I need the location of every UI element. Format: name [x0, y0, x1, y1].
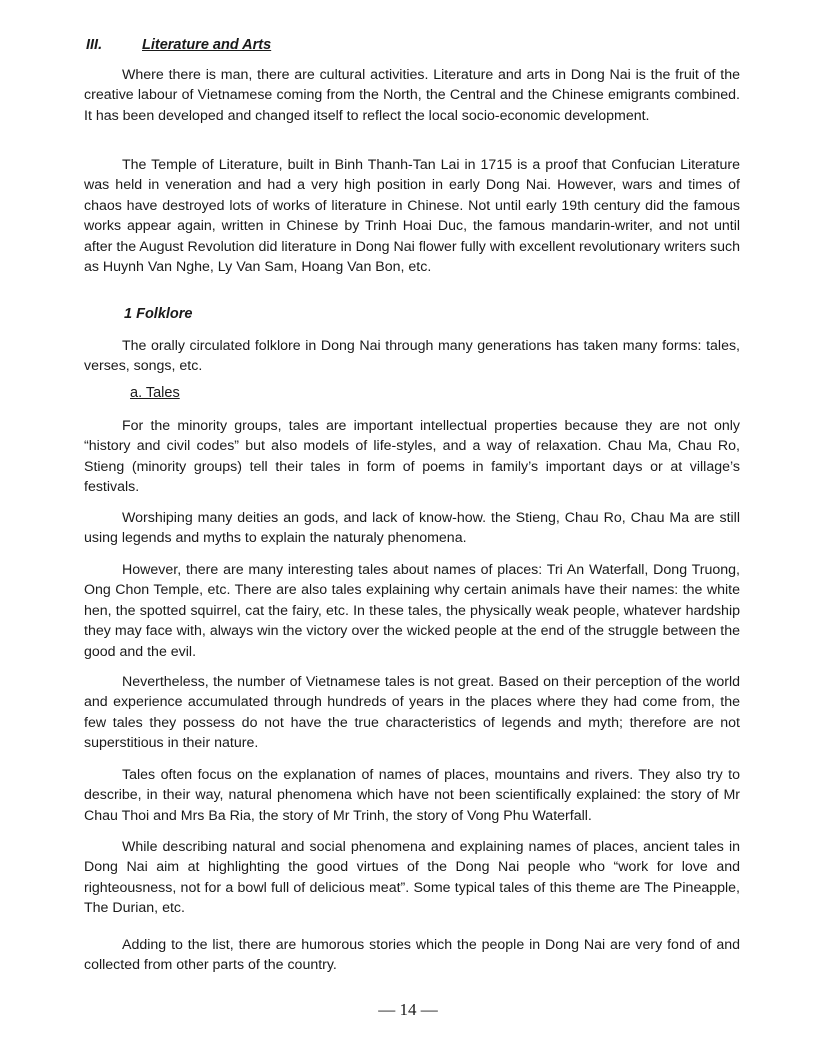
paragraph-6: However, there are many interesting tales about names of places: Tri An Waterfall, Dong Truong, Ong Chon Temple, etc. There are also tales explaining why certain animals have their names: the white hen, the spotted squirrel, cat the fairy, etc. In these tales, the physically weak people, whatever hardship they may face with, always win the victory over the wicked people at the end of the struggle between the good and the evil.	[84, 562, 740, 660]
paragraph-8: Tales often focus on the explanation of names of places, mountains and rivers. They also try to describe, in their way, natural phenomena which have not been scientifically explained: the story of Mr Chau Thoi and Mrs Ba Ria, the story of Mr Trinh, the story of Vong Phu Waterfall.	[84, 767, 740, 824]
paragraph-7: Nevertheless, the number of Vietnamese tales is not great. Based on their perception of the world and experience accumulated through hundreds of years in the places where they had come from, the few tales they possess do not have the true characteristics of legends and myth; therefore are not superstitious in their nature.	[84, 674, 740, 752]
paragraph-10: Adding to the list, there are humorous stories which the people in Dong Nai are very fond of and collected from other parts of the country.	[84, 937, 740, 974]
paragraph-5: Worshiping many deities an gods, and lack of know-how. the Stieng, Chau Ro, Chau Ma are still using legends and myths to explain the naturaly phenomena.	[84, 510, 740, 547]
subheading-folklore: 1 Folklore	[124, 306, 193, 322]
paragraph-4: For the minority groups, tales are important intellectual properties because they are not only “history and civil codes” but also models of life-styles, and a way of relaxation. Chau Ma, Chau Ro, Stieng (minority groups) tell their tales in form of poems in family’s important days or at village’s festivals.	[84, 418, 740, 496]
paragraph-1: Where there is man, there are cultural activities. Literature and arts in Dong Nai is the fruit of the creative labour of Vietnamese coming from the North, the Central and the Chinese emigrants combined. It has been developed and changed itself to reflect the local socio-economic development.	[84, 67, 740, 124]
paragraph-3: The orally circulated folklore in Dong Nai through many generations has taken many forms: tales, verses, songs, etc.	[84, 338, 740, 375]
subheading-tales: a. Tales	[130, 385, 180, 401]
page-number: — 14 —	[378, 1000, 438, 1019]
paragraph-9: While describing natural and social phenomena and explaining names of places, ancient tales in Dong Nai aim at highlighting the good virtues of the Dong Nai people who “work for love and righteousness, not for a bowl full of delicious meat”. Some typical tales of this theme are The Pineapple, The Durian, etc.	[84, 839, 740, 917]
section-number: III.	[86, 37, 103, 53]
section-title: Literature and Arts	[142, 37, 272, 53]
paragraph-2: The Temple of Literature, built in Binh Thanh-Tan Lai in 1715 is a proof that Confucian Literature was held in veneration and had a very high position in early Dong Nai. However, wars and times of chaos have destroyed lots of works of literature in Chinese. Not until early 19th century did the famous works appear again, written in Chinese by Trinh Hoai Duc, the famous mandarin-writer, and not until after the August Revolution did literature in Dong Nai flower fully with excellent revolutionary writers such as Huynh Van Nghe, Ly Van Sam, Hoang Van Bon, etc.	[84, 157, 740, 276]
section-heading	[86, 37, 271, 53]
